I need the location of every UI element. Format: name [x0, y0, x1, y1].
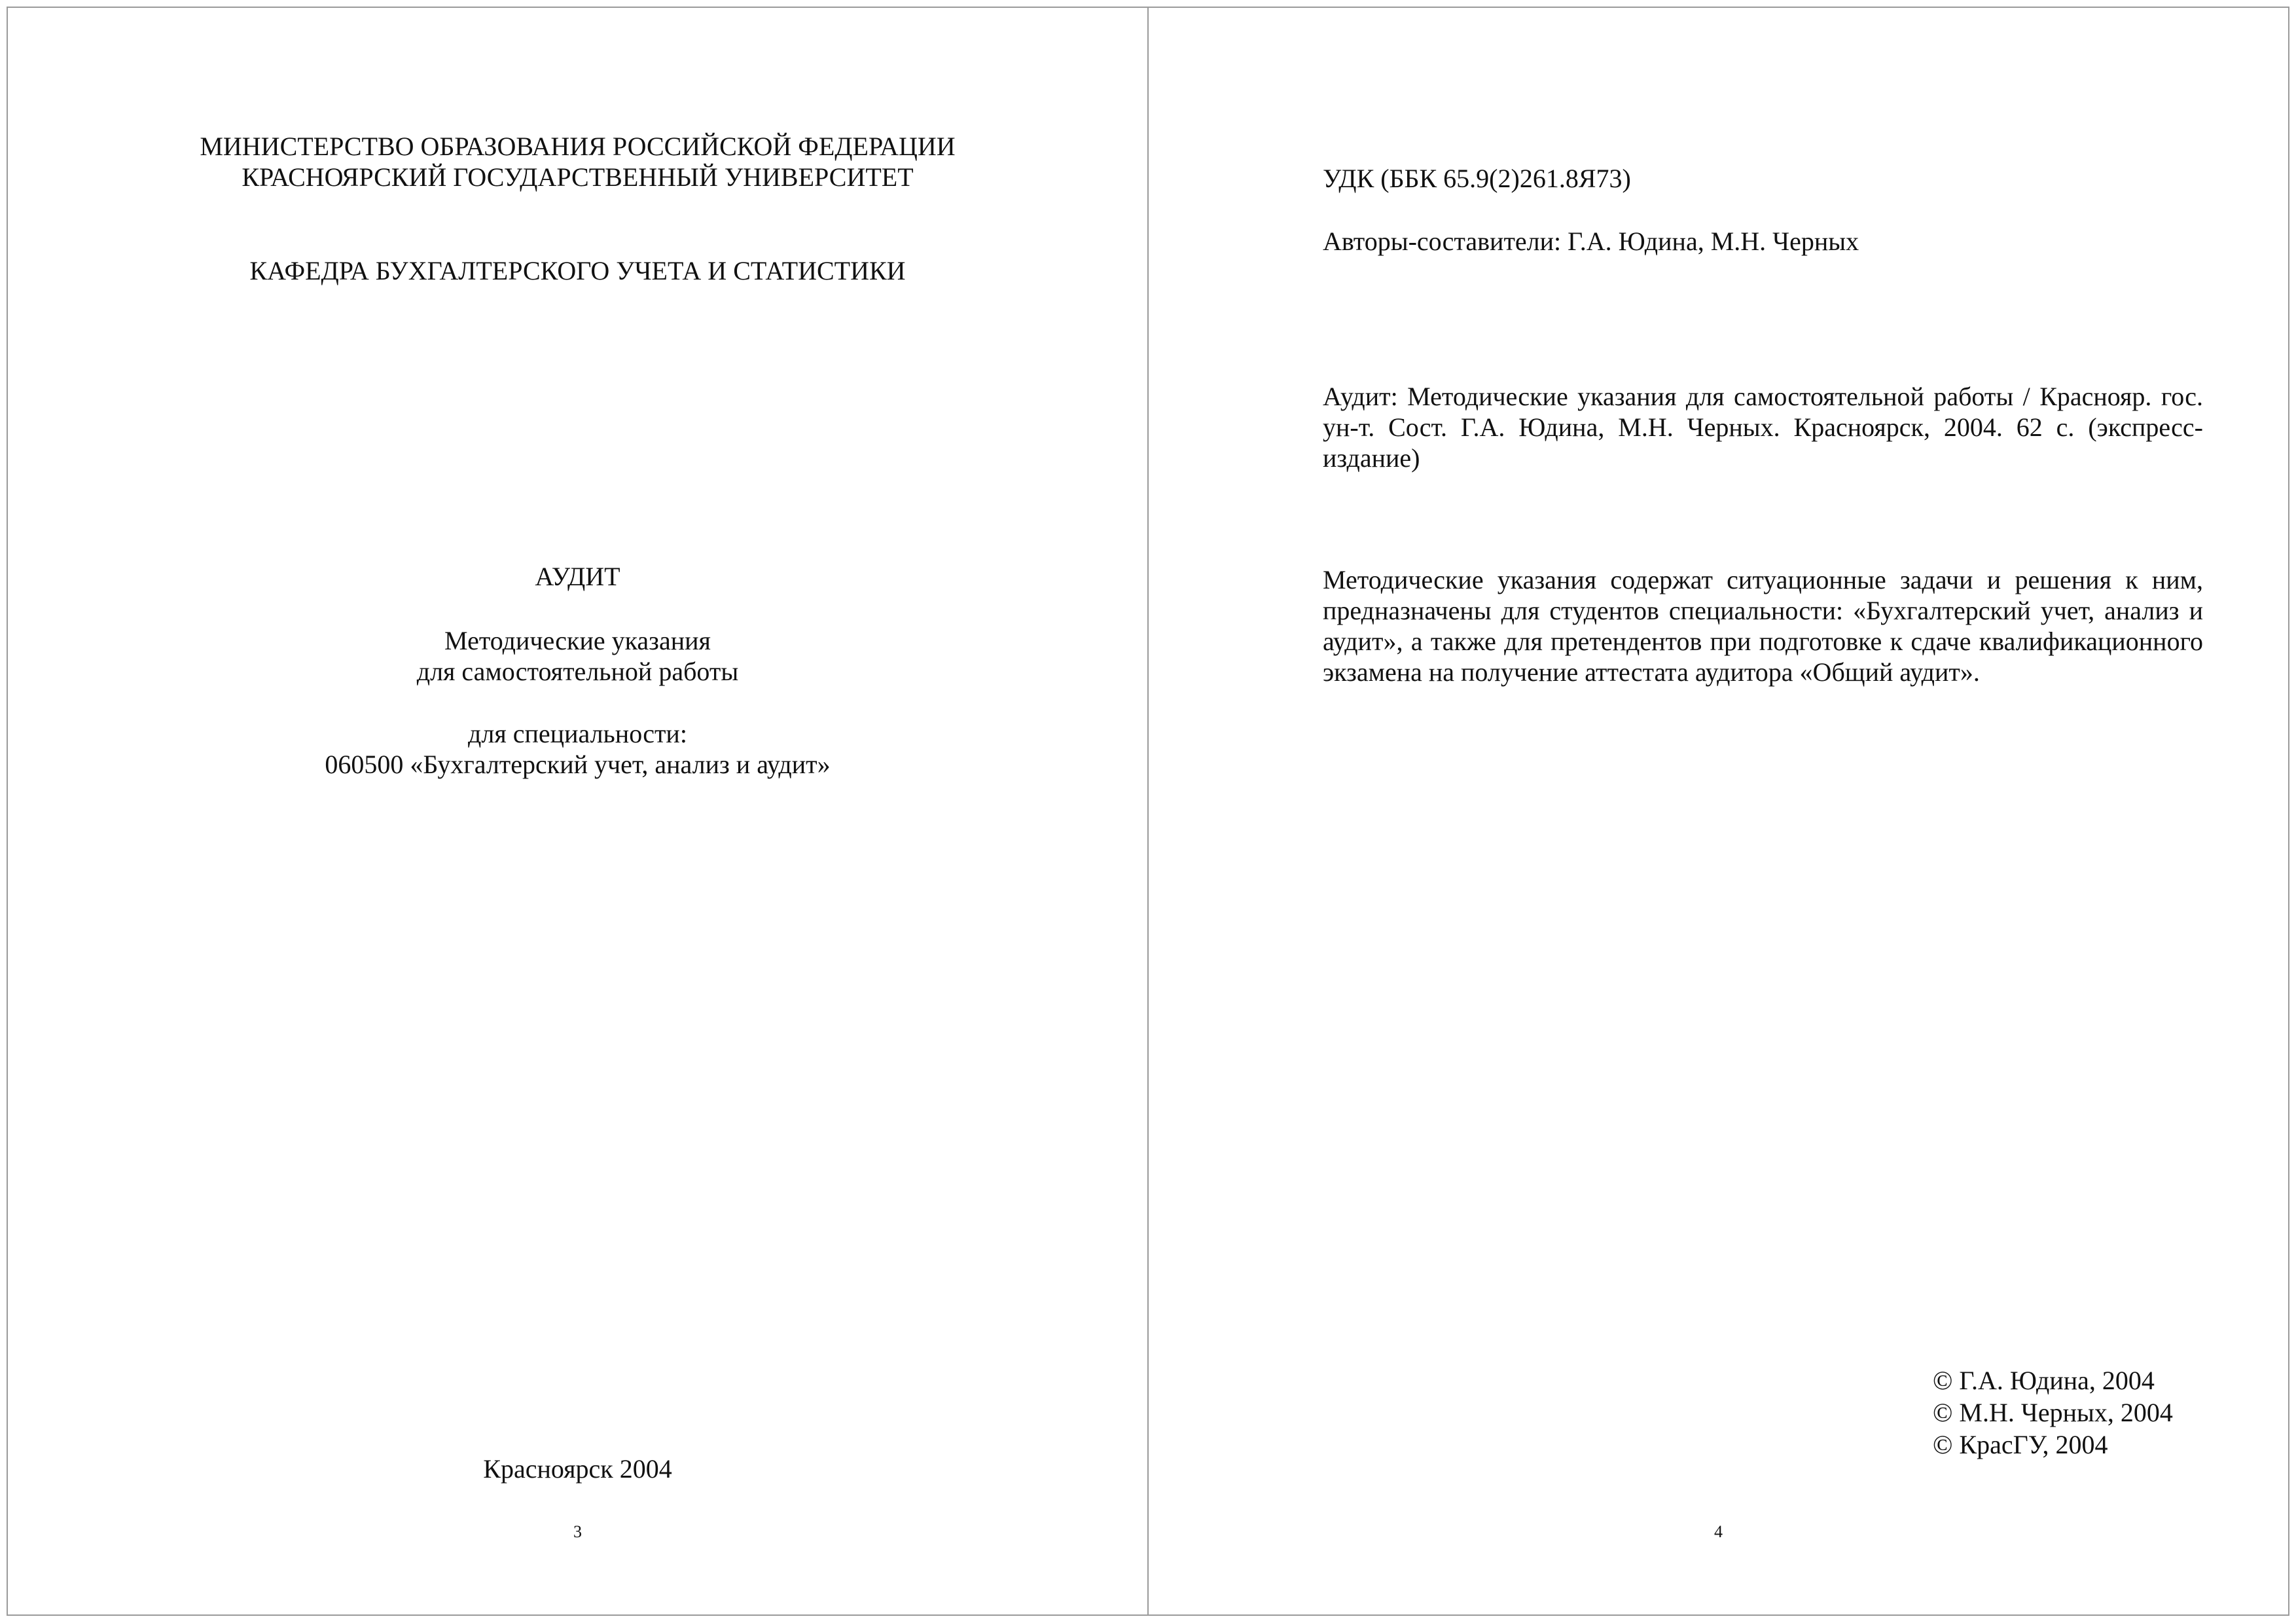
document-title: АУДИТ [535, 562, 620, 591]
copyright-block [1933, 1364, 2173, 1461]
university-heading: КРАСНОЯРСКИЙ ГОСУДАРСТВЕННЫЙ УНИВЕРСИТЕТ [242, 162, 914, 192]
copyright-line: © КрасГУ, 2004 [1933, 1430, 2108, 1459]
right-page [1147, 7, 2289, 1616]
abstract-paragraph: Методические указания содержат ситуационные задачи и решения к ним, предназначены для студентов специальности: «Бухгалтерский учет, анализ и аудит», а также для претендентов при подготовке к сдаче квалификационного экзамена на получение аттестата аудитора «Общий аудит». [1323, 565, 2203, 687]
ministry-heading: МИНИСТЕРСТВО ОБРАЗОВАНИЯ РОССИЙСКОЙ ФЕДЕРАЦИИ [200, 132, 956, 161]
left-page [7, 7, 1149, 1616]
page-number-left: 3 [573, 1522, 582, 1541]
bibliographic-record: Аудит: Методические указания для самостоятельной работы / Краснояр. гос. ун-т. Сост. Г.А. Юдина, М.Н. Черных. Красноярск, 2004. 62 с. (экспресс-издание) [1323, 382, 2203, 473]
copyright-line: © М.Н. Черных, 2004 [1933, 1398, 2173, 1427]
subtitle-line-2: для самостоятельной работы [416, 657, 739, 686]
specialty-name: 060500 «Бухгалтерский учет, анализ и аудит» [325, 750, 831, 779]
copyright-line: © Г.А. Юдина, 2004 [1933, 1366, 2155, 1395]
city-year: Красноярск 2004 [483, 1454, 672, 1484]
page-number-right: 4 [1714, 1522, 1723, 1541]
specialty-label: для специальности: [468, 719, 687, 748]
subtitle-line-1: Методические указания [444, 626, 711, 655]
authors-line: Авторы-составители: Г.А. Юдина, М.Н. Черных [1323, 227, 1859, 256]
department-heading: КАФЕДРА БУХГАЛТЕРСКОГО УЧЕТА И СТАТИСТИКИ [249, 256, 906, 285]
udk-code: УДК (ББК 65.9(2)261.8Я73) [1323, 164, 1631, 193]
